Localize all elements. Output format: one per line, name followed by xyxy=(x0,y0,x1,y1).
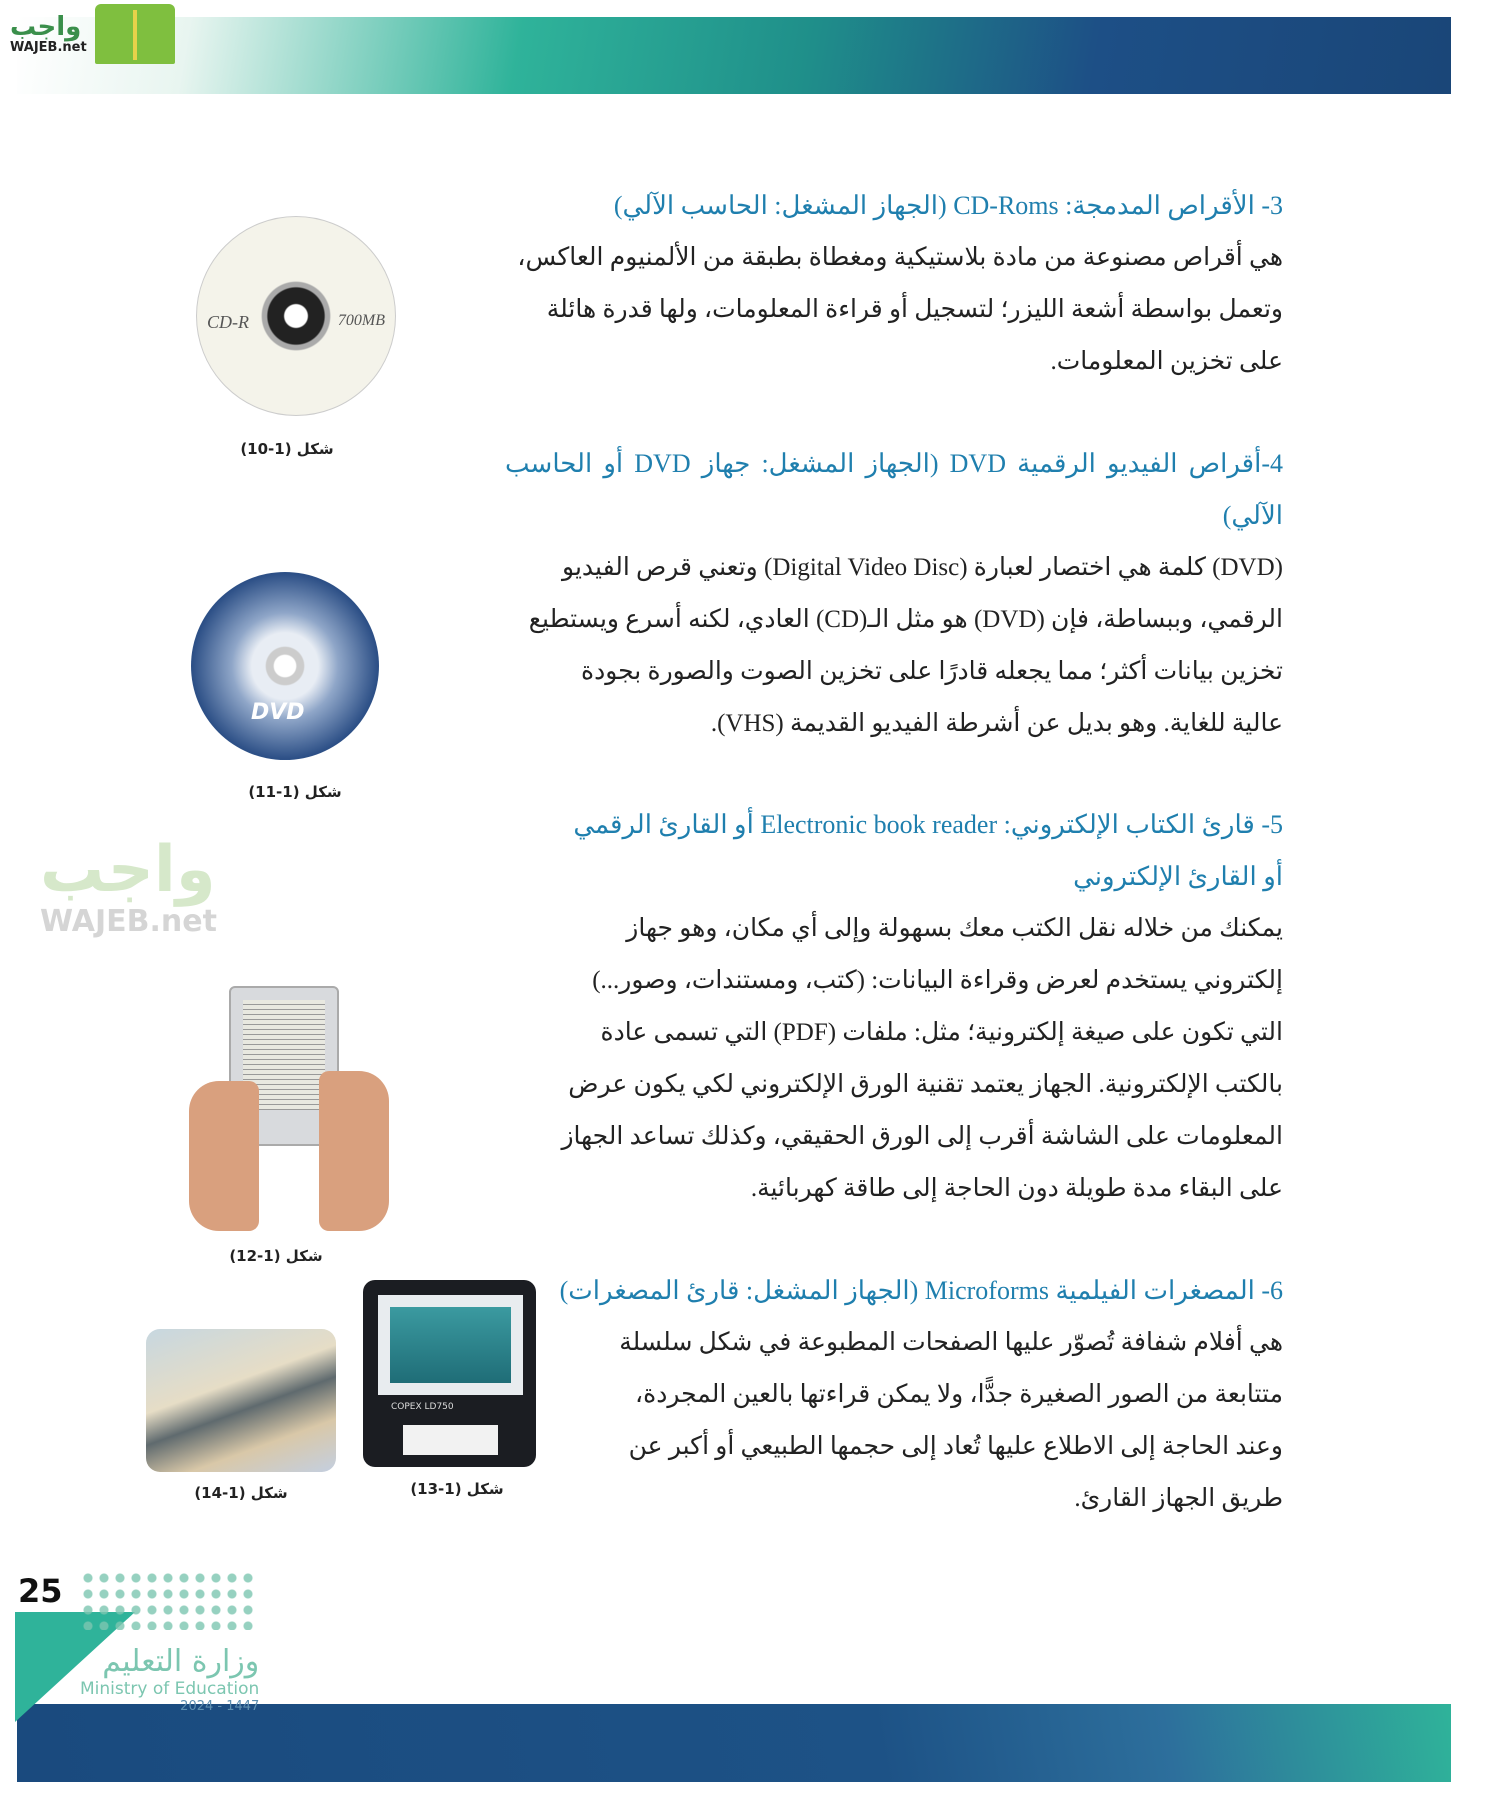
header-band xyxy=(17,17,1451,94)
watermark xyxy=(40,835,217,938)
section-cd-roms xyxy=(505,180,1283,388)
para-line: تخزين بيانات أكثر؛ مما يجعله قادرًا على تخزين الصوت والصورة بجودة xyxy=(580,658,1283,685)
dvd-logo: DVD xyxy=(251,700,305,725)
section-heading: 5- قارئ الكتاب الإلكتروني: Electronic book reader أو القارئ الرقمي xyxy=(573,810,1283,839)
figure-caption: شكل (1-12) xyxy=(229,1247,323,1265)
para-line: المعلومات على الشاشة أقرب إلى الورق الحقيقي، وكذلك تساعد الجهاز xyxy=(561,1123,1283,1150)
cd-capacity: 700MB xyxy=(337,312,385,329)
figure-caption: شكل (1-10) xyxy=(240,440,334,458)
para-line: طريق الجهاز القارئ. xyxy=(1074,1485,1283,1512)
para-line: هي أفلام شفافة تُصوّر عليها الصفحات المطبوعة في شكل سلسلة xyxy=(619,1329,1283,1356)
section-heading: 6- المصغرات الفيلمية Microforms (الجهاز المشغل: قارئ المصغرات) xyxy=(559,1276,1283,1305)
figure-caption: شكل (1-13) xyxy=(410,1480,504,1498)
page-number: 25 xyxy=(18,1572,63,1610)
para-line: بالكتب الإلكترونية. الجهاز يعتمد تقنية الورق الإلكتروني لكي يكون عرض xyxy=(568,1071,1283,1098)
microform-reader-image xyxy=(363,1280,536,1467)
para-line: يمكنك من خلاله نقل الكتب معك بسهولة وإلى أي مكان، وهو جهاز xyxy=(626,915,1283,942)
dvd-image xyxy=(191,572,379,760)
figure-caption: شكل (1-11) xyxy=(248,783,342,801)
main-text xyxy=(505,180,1283,1525)
section-heading-cont: أو القارئ الإلكتروني xyxy=(1073,862,1283,891)
ministry-en: Ministry of Education xyxy=(80,1679,260,1699)
para-line: متتابعة من الصور الصغيرة جدًّا، ولا يمكن قراءتها بالعين المجردة، xyxy=(635,1381,1283,1408)
ministry-ar: وزارة التعليم xyxy=(102,1644,260,1679)
para-line: وتعمل بواسطة أشعة الليزر؛ لتسجيل أو قراءة المعلومات، ولها قدرة هائلة xyxy=(546,296,1283,323)
watermark-sub: WAJEB.net xyxy=(40,904,217,940)
para-line: التي تكون على صيغة إلكترونية؛ مثل: ملفات (PDF) التي تسمى عادة xyxy=(600,1019,1283,1046)
section-heading: 4-أقراص الفيديو الرقمية DVD (الجهاز المشغل: جهاز DVD أو الحاسب الآلي) xyxy=(505,449,1283,530)
para-line: إلكتروني يستخدم لعرض وقراءة البيانات: (كتب، ومستندات، وصور...) xyxy=(592,967,1283,994)
cd-image xyxy=(196,216,396,416)
ebook-reader-image xyxy=(189,981,389,1234)
section-microforms-body xyxy=(556,1317,1283,1525)
ministry-dots-icon xyxy=(80,1570,255,1630)
para-line: هي أقراص مصنوعة من مادة بلاستيكية ومغطاة بطبقة من الألمنيوم العاكس، xyxy=(517,244,1283,271)
para-line: عالية للغاية. وهو بديل عن أشرطة الفيديو القديمة (VHS). xyxy=(710,710,1283,737)
para-line: على البقاء مدة طويلة دون الحاجة إلى طاقة كهربائية. xyxy=(750,1175,1283,1202)
section-microforms xyxy=(505,1265,1283,1525)
section-dvd xyxy=(505,438,1283,750)
reader-brand: COPEX LD750 xyxy=(391,1402,454,1412)
para-line: وعند الحاجة إلى الاطلاع عليها تُعاد إلى حجمها الطبيعي أو أكبر عن xyxy=(628,1433,1283,1460)
section-ebook-reader xyxy=(505,799,1283,1215)
footer-band xyxy=(17,1704,1451,1782)
wajeb-logo[interactable] xyxy=(10,4,175,64)
figure-caption: شكل (1-14) xyxy=(194,1484,288,1502)
logo-sub: WAJEB.net xyxy=(10,39,87,55)
microfilm-image xyxy=(146,1329,336,1472)
para-line: (DVD) كلمة هي اختصار لعبارة (Digital Video Disc) وتعني قرص الفيديو xyxy=(562,554,1283,581)
section-heading: 3- الأقراص المدمجة: CD-Roms (الجهاز المشغل: الحاسب الآلي) xyxy=(613,191,1283,220)
para-line: على تخزين المعلومات. xyxy=(1050,348,1283,375)
ministry-year: 2024 - 1447 xyxy=(180,1699,260,1714)
cd-label: CD-R xyxy=(207,312,249,332)
logo-text: واجب xyxy=(10,11,82,42)
book-icon xyxy=(95,4,175,64)
ministry-logo xyxy=(80,1570,259,1714)
para-line: الرقمي، وببساطة، فإن (DVD) هو مثل الـ(CD) العادي، لكنه أسرع ويستطيع xyxy=(528,606,1283,633)
watermark-text: واجب xyxy=(40,833,216,907)
